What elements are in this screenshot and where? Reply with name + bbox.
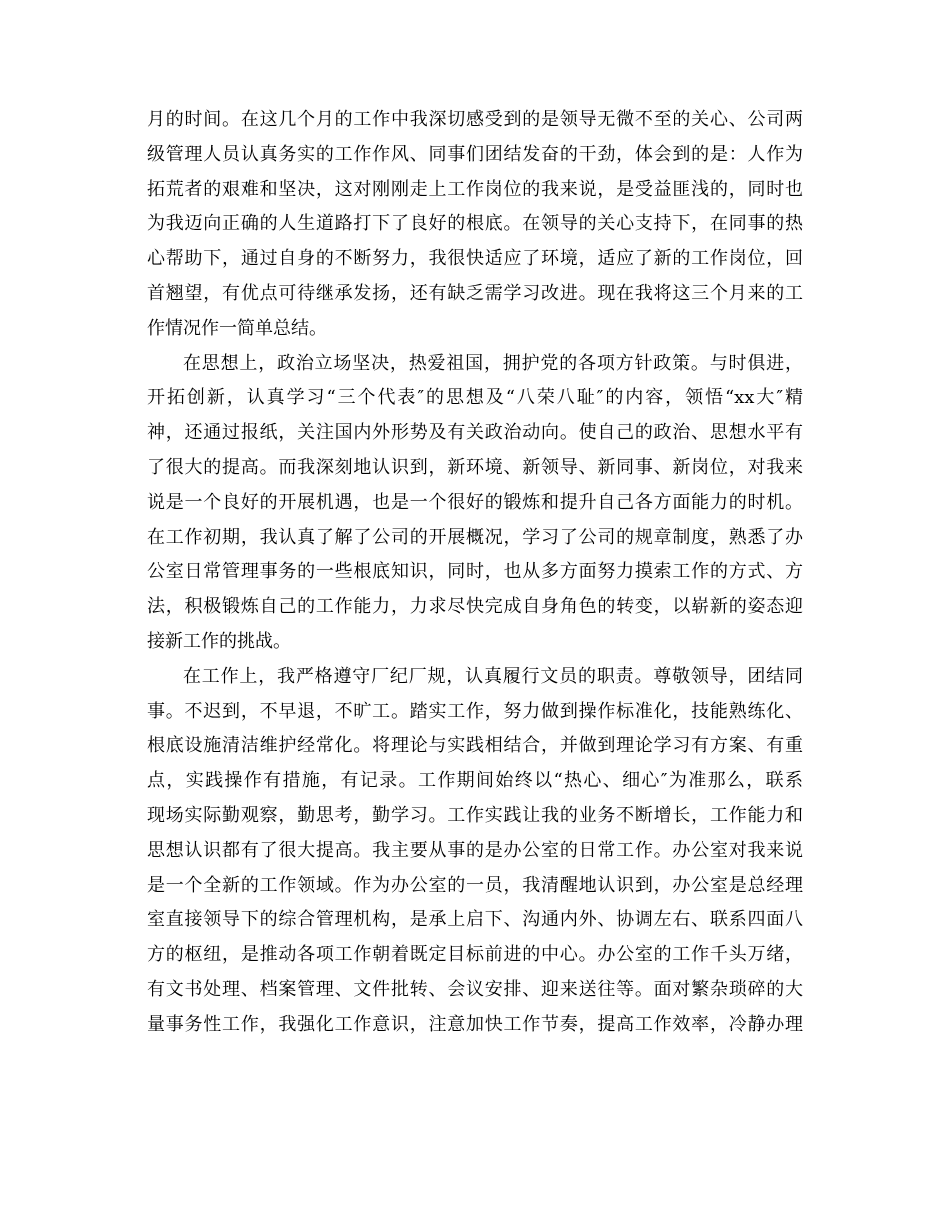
- text-line: 接新工作的挑战。: [147, 630, 291, 652]
- text-line: 根底设施清洁维护经常化。将理论与实践相结合，并做到理论学习有方案、有重: [147, 735, 803, 757]
- text-line: 在工作上，我严格遵守厂纪厂规，认真履行文员的职责。尊敬领导，团结同: [183, 665, 803, 687]
- text-line: 公室日常管理事务的一些根底知识，同时，也从多方面努力摸索工作的方式、方: [147, 561, 803, 583]
- text-line: 量事务性工作，我强化工作意识，注意加快工作节奏，提高工作效率，冷静办理: [147, 1013, 803, 1035]
- text-line: 首翘望，有优点可待继承发扬，还有缺乏需学习改进。现在我将这三个月来的工: [147, 282, 803, 304]
- text-line: 是一个全新的工作领域。作为办公室的一员，我清醒地认识到，办公室是总经理: [147, 874, 803, 896]
- paragraph-intro: [147, 103, 803, 347]
- text-line: 点，实践操作有措施，有记录。工作期间始终以“热心、细心″为准那么，联系: [147, 770, 803, 792]
- document-body: [147, 103, 803, 1043]
- text-line: 月的时间。在这几个月的工作中我深切感受到的是领导无微不至的关心、公司两: [147, 109, 803, 130]
- paragraph-work: [147, 660, 803, 1043]
- text-line: 法，积极锻炼自己的工作能力，力求尽快完成自身角色的转变，以崭新的姿态迎: [147, 596, 803, 618]
- text-line: 有文书处理、档案管理、文件批转、会议安排、迎来送往等。面对繁杂琐碎的大: [147, 978, 803, 1000]
- text-line: 方的枢纽，是推动各项工作朝着既定目标前进的中心。办公室的工作千头万绪，: [147, 944, 803, 966]
- text-line: 了很大的提高。而我深刻地认识到，新环境、新领导、新同事、新岗位，对我来: [147, 456, 803, 478]
- paragraph-thought: [147, 347, 803, 660]
- text-line: 级管理人员认真务实的工作作风、同事们团结发奋的干劲，体会到的是：人作为: [147, 143, 803, 165]
- text-line: 在工作初期，我认真了解了公司的开展概况，学习了公司的规章制度，熟悉了办: [147, 526, 803, 548]
- text-line: 思想认识都有了很大提高。我主要从事的是办公室的日常工作。办公室对我来说: [147, 839, 803, 861]
- text-line: 神，还通过报纸，关注国内外形势及有关政治动向。使自己的政治、思想水平有: [147, 422, 803, 444]
- text-line: 室直接领导下的综合管理机构，是承上启下、沟通内外、协调左右、联系四面八: [147, 909, 803, 931]
- text-line: 作情况作一简单总结。: [147, 317, 327, 339]
- text-line: 现场实际勤观察，勤思考，勤学习。工作实践让我的业务不断增长，工作能力和: [147, 804, 803, 826]
- text-line: 事。不迟到，不早退，不旷工。踏实工作，努力做到操作标准化，技能熟练化、: [147, 700, 803, 722]
- text-line: 拓荒者的艰难和坚决，这对刚刚走上工作岗位的我来说，是受益匪浅的，同时也: [147, 178, 803, 200]
- text-line: 说是一个良好的开展机遇，也是一个很好的锻炼和提升自己各方面能力的时机。: [147, 491, 803, 513]
- text-line: 为我迈向正确的人生道路打下了良好的根底。在领导的关心支持下，在同事的热: [147, 213, 803, 235]
- text-line: 在思想上，政治立场坚决，热爱祖国，拥护党的各项方针政策。与时俱进，: [183, 352, 803, 374]
- text-line: 心帮助下，通过自身的不断努力，我很快适应了环境，适应了新的工作岗位，回: [147, 248, 803, 270]
- text-line: 开拓创新，认真学习“三个代表″的思想及“八荣八耻″的内容，领悟“xx大″精: [147, 387, 803, 409]
